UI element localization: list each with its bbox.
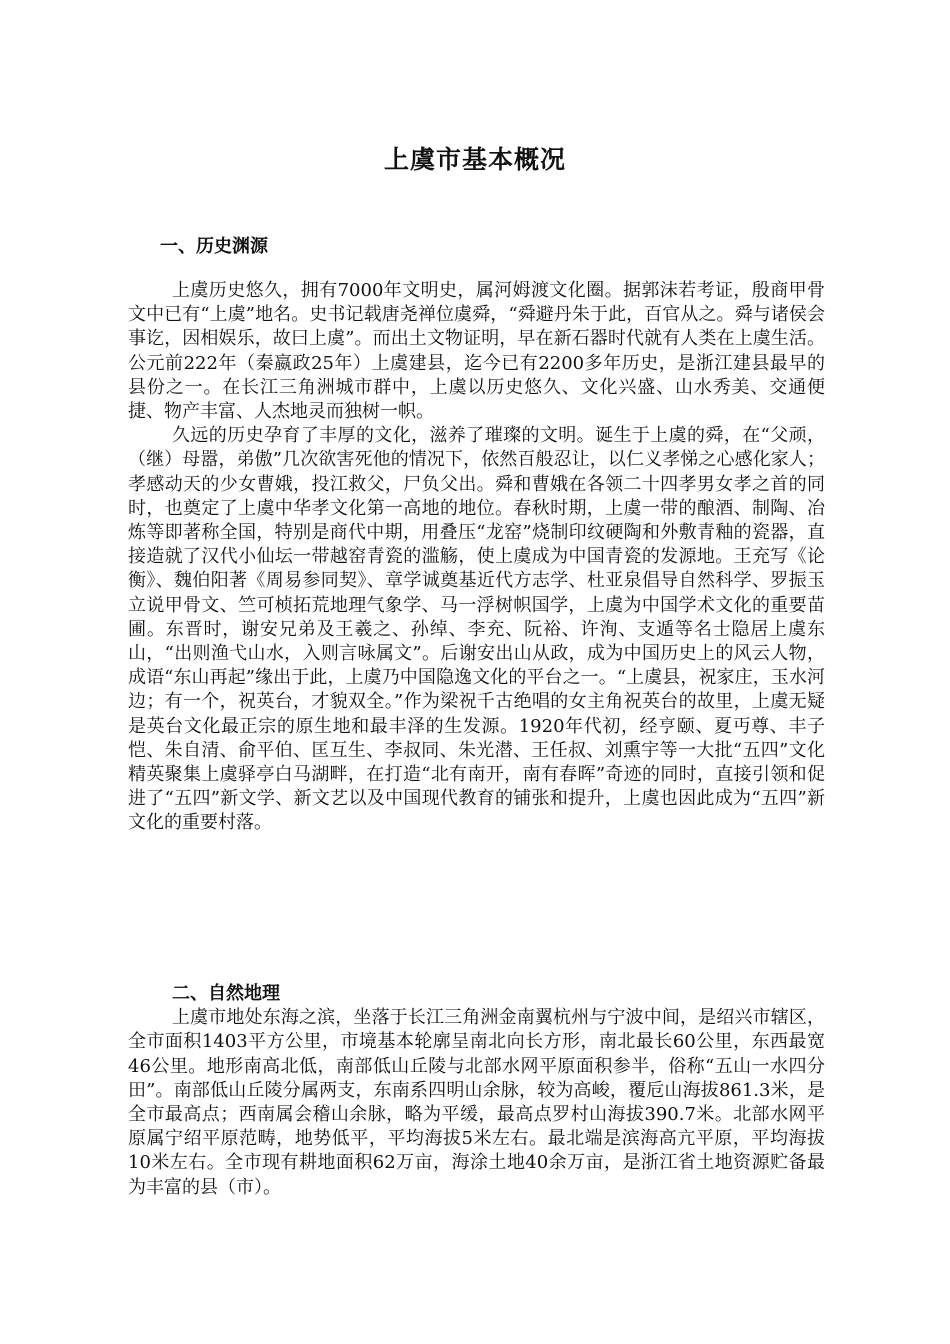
paragraph: 上虞市地处东海之滨，坐落于长江三角洲金南翼杭州与宁波中间，是绍兴市辖区，全市面积1403平方公里，市境基本轮廓呈南北向长方形，南北最长60公里，东西最宽46公里。地形南高北低，南部低山丘陵与北部水网平原面积参半，俗称“五山一水四分田”。南部低山丘陵分属两支，东南系四明山余脉，较为高峻，覆卮山海拔861.3米，是全市最高点；西南属会稽山余脉，略为平缓，最高点罗村山海拔390.7米。北部水网平原属宁绍平原范畴，地势低平，平均海拔5米左右。最北端是滨海高亢平原，平均海拔10米左右。全市现有耕地面积62万亩，海涂土地40余万亩，是浙江省土地资源贮备最为丰富的县（市）。 <box>128 1007 825 1198</box>
section-heading-geography: 二、自然地理 <box>172 983 280 1004</box>
page-title: 上虞市基本概况 <box>383 145 566 174</box>
section-body-history <box>128 279 825 836</box>
section-body-geography <box>128 982 825 1200</box>
paragraph: 上虞历史悠久，拥有7000年文明史，属河姆渡文化圈。据郭沫若考证，殷商甲骨文中已有“上虞”地名。史书记载唐尧禅位虞舜，“舜避丹朱于此，百官从之。舜与诸侯会事讫，因相娱乐，故曰上虞”。而出土文物证明，早在新石器时代就有人类在上虞生活。公元前222年（秦嬴政25年）上虞建县，迄今已有2200多年历史，是浙江建县最早的县份之一。在长江三角洲城市群中，上虞以历史悠久、文化兴盛、山水秀美、交通便捷、物产丰富、人杰地灵而独树一帜。 <box>128 280 825 423</box>
paragraph: 久远的历史孕育了丰厚的文化，滋养了璀璨的文明。诞生于上虞的舜，在“父顽，（继）母嚣，弟傲”几次欲害死他的情况下，依然百般忍让，以仁义孝悌之心感化家人；孝感动天的少女曹娥，投江救父，尸负父出。舜和曹娥在各领二十四孝男女孝之首的同时，也奠定了上虞中华孝文化第一高地的地位。春秋时期，上虞一带的酿酒、制陶、冶炼等即著称全国，特别是商代中期，用叠压“龙窑”烧制印纹硬陶和外敷青釉的瓷器，直接造就了汉代小仙坛一带越窑青瓷的滥觞，使上虞成为中国青瓷的发源地。王充写《论衡》、魏伯阳著《周易参同契》、章学诚奠基近代方志学、杜亚泉倡导自然科学、罗振玉立说甲骨文、竺可桢拓荒地理气象学、马一浮树帜国学，上虞为中国学术文化的重要苗圃。东晋时，谢安兄弟及王羲之、孙绰、李充、阮裕、许洵、支遁等名士隐居上虞东山，“出则渔弋山水，入则言咏属文”。后谢安出山从政，成为中国历史上的风云人物，成语“东山再起”缘出于此，上虞乃中国隐逸文化的平台之一。“上虞县，祝家庄，玉水河边；有一个，祝英台，才貌双全。”作为梁祝千古绝唱的女主角祝英台的故里，上虞无疑是英台文化最正宗的原生地和最丰泽的生发源。1920年代初，经亨颐、夏丏尊、丰子恺、朱自清、俞平伯、匡互生、李叔同、朱光潜、王任叔、刘熏宇等一大批“五四”文化精英聚集上虞驿亭白马湖畔，在打造“北有南开，南有春晖”奇迹的同时，直接引领和促进了“五四”新文学、新文艺以及中国现代教育的铺张和提升，上虞也因此成为“五四”新文化的重要村落。 <box>128 425 825 834</box>
section-heading-history: 一、历史渊源 <box>160 236 268 257</box>
